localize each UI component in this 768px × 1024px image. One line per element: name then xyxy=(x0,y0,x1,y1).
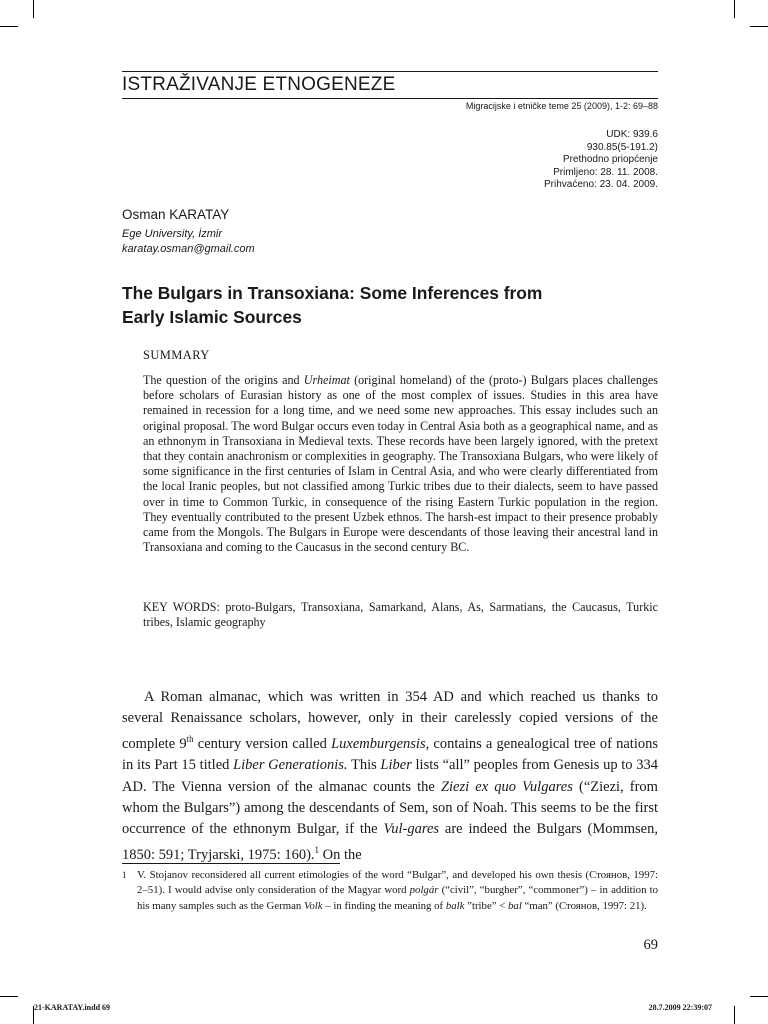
summary-heading: SUMMARY xyxy=(143,348,210,362)
print-slug-timestamp: 28.7.2009 22:39:07 xyxy=(648,1003,712,1012)
emphasis-liber: Liber xyxy=(380,757,412,774)
article-metadata xyxy=(544,129,658,192)
crop-mark xyxy=(0,26,18,27)
footnote xyxy=(122,868,658,914)
emphasis-urheimat: Urheimat xyxy=(303,373,350,387)
keywords: KEY WORDS: proto-Bulgars, Transoxiana, Samarkand, Alans, As, Sarmatians, the Caucasus, Turkic tribes, Islamic geography xyxy=(143,600,658,630)
body-paragraph: A Roman almanac, which was written in 354 AD and which reached us thanks to several Renaissance scholars, however, only in their carelessly copied versions of the complete 9th century version called Luxemburgensis, contains a genealogical tree of nations in its Part 15 titled Liber Generationis. This Liber lists “all” peoples from Genesis up to 334 AD. The Vienna version of the almanac counts the Ziezi ex quo Vulgares (“Ziezi, from whom the Bulgars”) among the descendants of Sem, son of Noah. This seems to be the first occurrence of the ethnonym Bulgar, if the Vul-gares are indeed the Bulgars (Mommsen, 1850: 591; Tryjarski, 1975: 160).$^1$ On the xyxy=(122,689,658,864)
author-name: Osman KARATAY xyxy=(122,207,230,222)
emphasis-ziezi: Ziezi ex quo Vulgares xyxy=(440,778,573,795)
crop-mark xyxy=(734,0,735,18)
crop-mark xyxy=(33,0,34,18)
emphasis-volk: Volk xyxy=(304,899,323,912)
print-slug-file: 21-KARATAY.indd 69 xyxy=(34,1003,111,1012)
journal-reference: Migracijske i etničke teme 25 (2009), 1-2: 69–88 xyxy=(465,101,658,111)
crop-mark xyxy=(734,1006,735,1024)
emphasis-bal: bal xyxy=(508,899,522,912)
crop-mark xyxy=(750,26,768,27)
header-rule-top xyxy=(122,71,658,72)
classification-code: 930.85(5-191.2) xyxy=(586,141,658,153)
section-title: ISTRAŽIVANJE ETNOGENEZE xyxy=(122,74,396,95)
header-rule-bottom xyxy=(122,98,658,99)
title-line: Early Islamic Sources xyxy=(122,307,302,327)
emphasis-balk: balk xyxy=(445,899,465,912)
affiliation: Ege University, İzmir xyxy=(122,228,223,240)
accepted-date: Prihvaćeno: 23. 04. 2009. xyxy=(544,179,658,191)
author-affiliation xyxy=(122,227,255,256)
author-email[interactable]: karatay.osman@gmail.com xyxy=(122,242,255,255)
title-line: The Bulgars in Transoxiana: Some Inferences from xyxy=(122,283,543,303)
abstract-text: The question of the origins and Urheimat (original homeland) of the (proto-) Bulgars places challenges before scholars of Eurasian history as one of the most complex of issues. Studies in this area have remained in recession for a long time, and we need some new approaches. This essay includes such an original proposal. The word Bulgar occurs even today in Central Asia both as a geographical name, and as an ethnonym in Transoxiana in Medieval texts. These records have been largely ignored, with the pretext that they contain anachronism or complexities in geography. The Transoxiana Bulgars, who were likely of some significance in the first centuries of Islam in Central Asia, and who were clearly differentiated from the local Iranic peoples, but not classified among Turkic tribes due to their dialects, seem to have passed over in time to Common Turkic, in consequence of the rising Eastern Turkic population in the region. They eventually contributed to the present Uzbek ethnos. The harsh-est impact to their presence probably came from the Mongols. The Bulgars in Europe were descendants of those leaving their ancestral land in Transoxiana and coming to the Caucasus in the second century BC. xyxy=(143,373,658,555)
emphasis-liber-generationis: Liber Generationis. xyxy=(233,757,348,774)
emphasis-vulgares: Vul-gares xyxy=(383,821,440,838)
emphasis-luxemburgensis: Luxemburgensis xyxy=(331,736,426,753)
footnote-separator xyxy=(122,863,340,864)
footnote-number: 1 xyxy=(122,870,127,880)
footnote-text: V. Stojanov reconsidered all current etimologies of the word “Bulgar”, and developed his own thesis (Стоянов, 1997: 2–51). I would advise only consideration of the Magyar word polgár (“civil”, “burgher”, “commoner”) – in addition to his many samples such as the German Volk – in finding the meaning of balk ”tribe” < bal “man” (Стоянов, 1997: 21). xyxy=(137,869,658,912)
crop-mark xyxy=(0,996,18,997)
article-title xyxy=(122,281,642,329)
emphasis-polgar: polgár xyxy=(409,884,439,897)
footnote-reference[interactable]: 1 xyxy=(314,845,320,856)
crop-mark xyxy=(750,996,768,997)
page-number: 69 xyxy=(643,937,658,953)
received-date: Primljeno: 28. 11. 2008. xyxy=(553,166,658,178)
article-type: Prethodno priopćenje xyxy=(562,154,658,166)
superscript-th: th xyxy=(186,734,194,745)
udk-code: UDK: 939.6 xyxy=(606,129,658,140)
